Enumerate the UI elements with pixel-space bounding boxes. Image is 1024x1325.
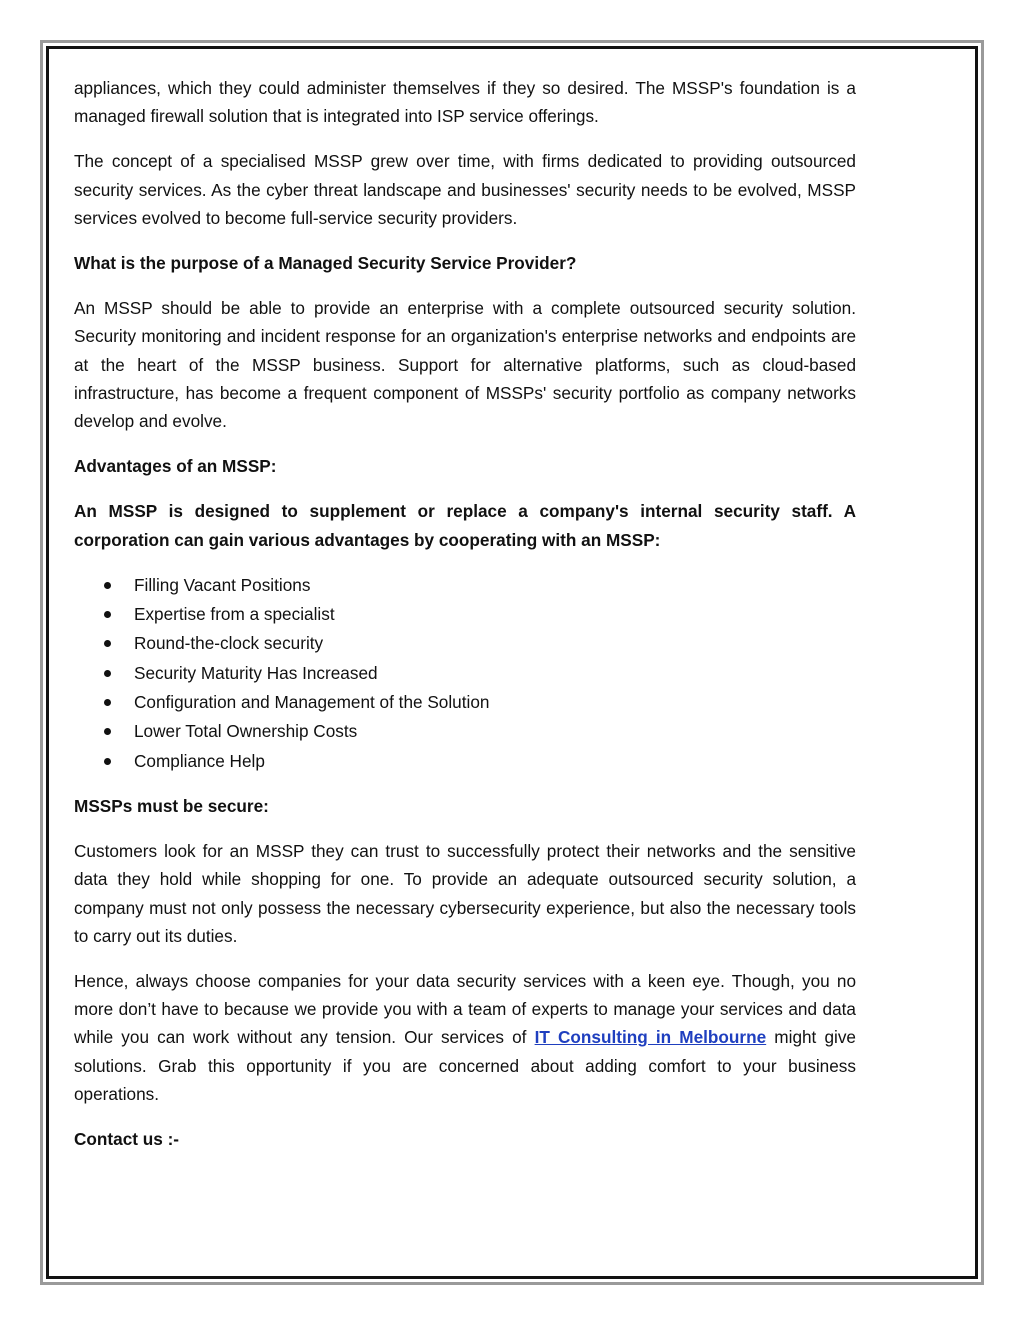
paragraph-secure: Customers look for an MSSP they can trust to successfully protect their networks and the sensitive data they hold while shopping for one. To provide an adequate outsourced security solution, a company must not only possess the necessary cybersecurity experience, but also the necessary tools to carry out its duties. [74, 841, 856, 946]
bullet-icon [104, 582, 111, 589]
bullet-icon [104, 670, 111, 677]
list-item [74, 717, 856, 746]
paragraph-closing [74, 967, 856, 1108]
bullet-icon [104, 728, 111, 735]
bullet-icon [104, 758, 111, 765]
list-item-label: Configuration and Management of the Solution [134, 692, 490, 713]
heading-secure: MSSPs must be secure: [74, 795, 269, 816]
list-item-label: Round-the-clock security [134, 633, 324, 654]
list-item-label: Lower Total Ownership Costs [134, 721, 358, 742]
list-item [74, 747, 856, 776]
paragraph-concept: The concept of a specialised MSSP grew over time, with firms dedicated to providing outsourced security services. As the cyber threat landscape and businesses' security needs to be evolved, MSSP services evolved to become full-service security providers. [74, 151, 856, 228]
heading-contact: Contact us :- [74, 1128, 180, 1149]
list-item-label: Expertise from a specialist [134, 604, 335, 625]
advantages-list [74, 571, 856, 776]
heading-advantages: Advantages of an MSSP: [74, 456, 277, 477]
paragraph-purpose: An MSSP should be able to provide an enterprise with a complete outsourced security solution. Security monitoring and incident response for an organization's enterprise networks and endpoints are at the heart of the MSSP business. Support for alternative platforms, such as cloud-based infrastructure, has become a frequent component of MSSPs' security portfolio as company networks develop and evolve. [74, 298, 856, 432]
bullet-icon [104, 611, 111, 618]
list-item [74, 600, 856, 629]
closing-text-after-link: might give solutions. Grab this opportunity if you are concerned about adding comfort to your business operations. [74, 1027, 856, 1104]
list-item [74, 571, 856, 600]
list-item [74, 629, 856, 658]
list-item-label: Security Maturity Has Increased [134, 662, 378, 683]
list-item [74, 659, 856, 688]
paragraph-intro: appliances, which they could administer themselves if they so desired. The MSSP's foundation is a managed firewall solution that is integrated into ISP service offerings. [74, 78, 856, 127]
closing-text-before-link: Hence, always choose companies for your data security services with a keen eye. Though, you no more don’t have to because we provide you with a team of experts to manage your services and data while you can work without any tension. Our services of [74, 970, 856, 1048]
it-consulting-link[interactable]: IT Consulting in Melbourne [534, 1027, 767, 1048]
list-item [74, 688, 856, 717]
list-item-label: Compliance Help [134, 750, 265, 771]
list-item-label: Filling Vacant Positions [134, 574, 311, 595]
document-content [74, 74, 856, 1170]
heading-purpose: What is the purpose of a Managed Security Service Provider? [74, 253, 577, 274]
bullet-icon [104, 699, 111, 706]
bullet-icon [104, 640, 111, 647]
paragraph-advantages-intro: An MSSP is designed to supplement or replace a company's internal security staff. A corporation can gain various advantages by cooperating with an MSSP: [74, 501, 856, 550]
